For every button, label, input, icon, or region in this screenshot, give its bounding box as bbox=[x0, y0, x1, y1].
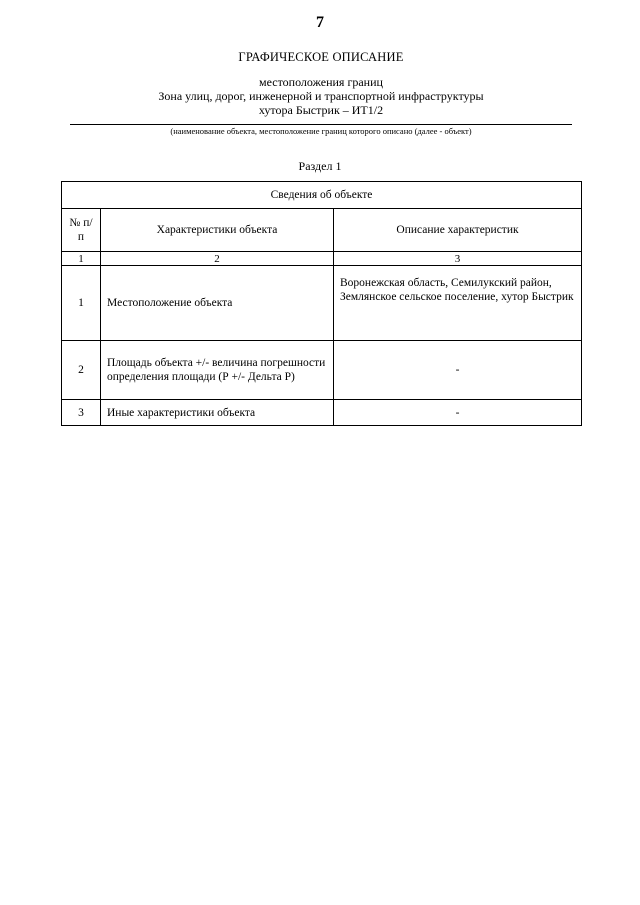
column-number: 2 bbox=[101, 252, 334, 266]
row-description: - bbox=[334, 341, 582, 400]
table-header-row bbox=[62, 209, 582, 252]
table-caption-row bbox=[62, 182, 582, 209]
subtitle-line: местоположения границ bbox=[259, 75, 383, 89]
row-characteristic: Площадь объекта +/- величина погрешности определения площади (Р +/- Дельта Р) bbox=[101, 341, 334, 400]
subtitle-line: Зона улиц, дорог, инженерной и транспортной инфраструктуры bbox=[158, 89, 484, 103]
document-header bbox=[70, 50, 572, 117]
column-header-num: № п/п bbox=[62, 209, 101, 252]
subtitle-line: хутора Быстрик – ИТ1/2 bbox=[258, 103, 384, 117]
table-row bbox=[62, 400, 582, 426]
document-title: ГРАФИЧЕСКОЕ ОПИСАНИЕ bbox=[238, 50, 404, 64]
row-number: 1 bbox=[62, 266, 101, 341]
row-description: - bbox=[334, 400, 582, 426]
row-description: Воронежская область, Семилукский район, Землянское сельское поселение, хутор Быстрик bbox=[334, 266, 582, 341]
page-number: 7 bbox=[316, 14, 324, 31]
object-caption: (наименование объекта, местоположение границ которого описано (далее - объект) bbox=[170, 126, 472, 136]
row-number: 3 bbox=[62, 400, 101, 426]
table-caption: Сведения об объекте bbox=[62, 182, 582, 209]
column-header-description: Описание характеристик bbox=[334, 209, 582, 252]
column-number: 1 bbox=[62, 252, 101, 266]
table-column-numbers-row bbox=[62, 252, 582, 266]
table-row bbox=[62, 266, 582, 341]
object-info-table bbox=[61, 181, 582, 426]
row-characteristic: Иные характеристики объекта bbox=[101, 400, 334, 426]
column-header-characteristic: Характеристики объекта bbox=[101, 209, 334, 252]
column-number: 3 bbox=[334, 252, 582, 266]
title-underline bbox=[70, 124, 572, 125]
row-characteristic: Местоположение объекта bbox=[101, 266, 334, 341]
table-row bbox=[62, 341, 582, 400]
row-number: 2 bbox=[62, 341, 101, 400]
section-title: Раздел 1 bbox=[298, 159, 342, 173]
